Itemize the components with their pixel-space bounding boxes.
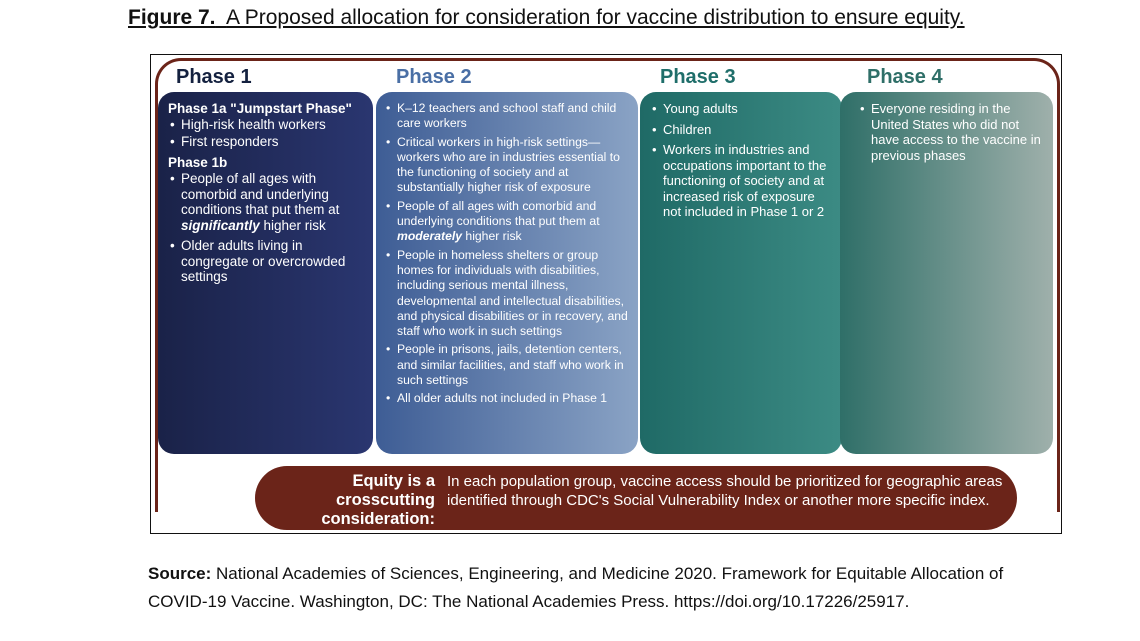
list-item: • High-risk health workers (168, 117, 363, 133)
list-item: • Young adults (650, 101, 832, 117)
list-item: • Everyone residing in the United States who did not have access to the vaccine in previous phases (858, 101, 1043, 163)
phase-2-panel (376, 92, 638, 454)
phase-2-list (384, 101, 628, 407)
list-item: • Older adults living in congregate or overcrowded settings (168, 238, 363, 285)
list-item: • People in prisons, jails, detention centers, and similar facilities, and staff who work in such settings (384, 342, 628, 388)
phase-3-heading: Phase 3 (660, 66, 736, 88)
list-item: • K–12 teachers and school staff and child care workers (384, 101, 628, 132)
equity-banner (255, 466, 1017, 530)
phase-1a-list (168, 117, 363, 149)
phase-2-heading: Phase 2 (396, 66, 472, 88)
phase-1-heading: Phase 1 (176, 66, 252, 88)
equity-text: In each population group, vaccine access should be prioritized for geographic areas identified through CDC's Social Vulnerability Index or another more specific index. (447, 473, 1003, 509)
list-item: • Children (650, 122, 832, 138)
equity-label: Equity is a crosscutting consideration: (321, 472, 435, 528)
list-item: • People of all ages with comorbid and underlying conditions that put them at significantly higher risk (168, 171, 363, 233)
source-text: National Academies of Sciences, Engineering, and Medicine 2020. Framework for Equitable Allocation of COVID-19 Vaccine. Washington, DC: The National Academies Press. https://doi.org/10.17226/25917. (148, 564, 1004, 611)
list-item: • First responders (168, 134, 363, 150)
phase-1-panel (158, 92, 373, 454)
figure-title (128, 6, 965, 30)
list-item: • All older adults not included in Phase 1 (384, 391, 628, 406)
phase-1b-list (168, 171, 363, 285)
phase-4-panel (840, 92, 1053, 454)
phase-4-list (858, 101, 1043, 163)
phase-1b-title: Phase 1b (168, 155, 228, 170)
list-item: • Workers in industries and occupations important to the functioning of society and at increased risk of exposure not included in Phase 1 or 2 (650, 142, 832, 220)
phase-1a-title: Phase 1a "Jumpstart Phase" (168, 101, 352, 116)
phase-4-heading: Phase 4 (867, 66, 943, 88)
figure-title-text: A Proposed allocation for consideration for vaccine distribution to ensure equity. (226, 6, 965, 29)
figure-label: Figure 7. (128, 6, 216, 29)
list-item: • People in homeless shelters or group homes for individuals with disabilities, including serious mental illness, developmental and intellectual disabilities, and physical disabilities or in recovery, and staff who work in such settings (384, 248, 628, 340)
list-item: • People of all ages with comorbid and underlying conditions that put them at moderately higher risk (384, 199, 628, 245)
list-item: • Critical workers in high-risk settings—workers who are in industries essential to the functioning of society and at substantially higher risk of exposure (384, 135, 628, 196)
source-citation (148, 560, 1028, 616)
phase-3-list (650, 101, 832, 220)
source-label: Source: (148, 564, 212, 583)
phase-3-panel (640, 92, 842, 454)
